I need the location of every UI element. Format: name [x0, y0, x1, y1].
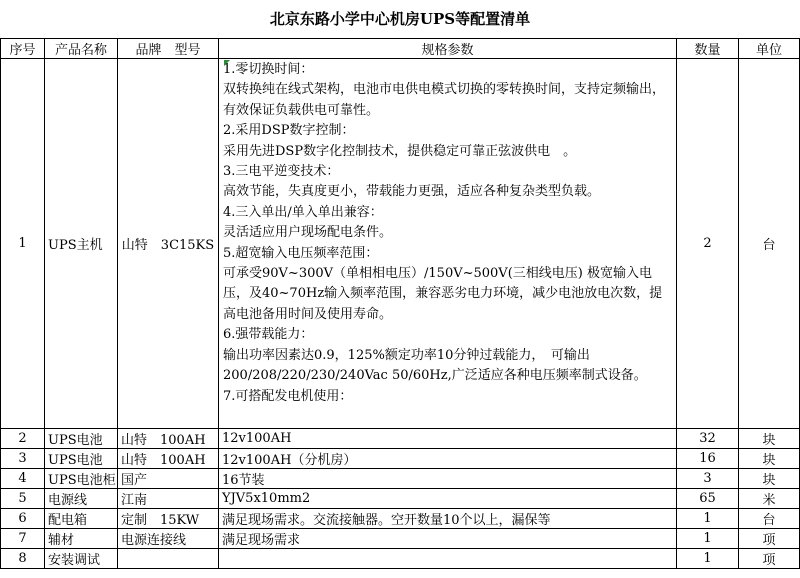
cell-qty[interactable]: 2: [677, 59, 739, 429]
spec-line: 3.三电平逆变技术：: [223, 164, 340, 180]
cell-spec[interactable]: 16节装: [219, 469, 677, 489]
cell-seq[interactable]: 8: [1, 549, 45, 569]
cell-unit[interactable]: 项: [739, 529, 800, 549]
header-qty[interactable]: 数量: [677, 39, 739, 59]
cell-name[interactable]: 配电箱: [45, 509, 118, 529]
spec-line: 灵活适应用户现场配电条件。: [223, 225, 393, 241]
cell-qty[interactable]: 1: [677, 549, 739, 569]
spec-line: 5.超宽输入电压频率范围：: [223, 245, 379, 261]
table-row: [1, 449, 800, 469]
config-table: [0, 38, 800, 569]
cell-seq[interactable]: 5: [1, 489, 45, 509]
cell-unit[interactable]: 块: [739, 449, 800, 469]
cell-brand[interactable]: [118, 549, 219, 569]
table-row: [1, 549, 800, 569]
cell-seq[interactable]: 2: [1, 429, 45, 449]
cell-spec[interactable]: YJV5x10mm2: [219, 489, 677, 509]
spec-line: 双转换纯在线式架构，电池市电供电模式切换的零转换时间，支持定频输出，有效保证负载供电可靠性。: [223, 82, 666, 118]
header-seq[interactable]: 序号: [1, 39, 45, 59]
header-unit[interactable]: 单位: [739, 39, 800, 59]
cell-qty[interactable]: 1: [677, 509, 739, 529]
cell-unit[interactable]: 块: [739, 469, 800, 489]
cell-spec[interactable]: [219, 59, 677, 429]
header-brand[interactable]: 品牌 型号: [118, 39, 219, 59]
cell-name[interactable]: UPS主机: [45, 59, 118, 429]
spec-line: 6.强带载能力：: [223, 327, 314, 343]
sheet-title: 北京东路小学中心机房UPS等配置清单: [269, 10, 531, 28]
cell-brand[interactable]: 山特 100AH: [118, 429, 219, 449]
spec-line: 可承受90V~300V（单相相电压）/150V~500V(三相线电压) 极宽输入电压，及40~70Hz输入频率范围，兼容恶劣电力环境，减少电池放电次数，提高电池备用时间及使用寿命。: [223, 266, 663, 322]
spec-line: 4.三入单出/单入单出兼容：: [223, 204, 383, 220]
spec-line: 输出功率因素达0.9，125%额定功率10分钟过载能力， 可输出200/208/220/230/240Vac 50/60Hz,广泛适应各种电压频率制式设备。: [223, 347, 647, 384]
cell-spec[interactable]: 满足现场需求: [219, 529, 677, 549]
cell-seq[interactable]: 6: [1, 509, 45, 529]
spec-line: 采用先进DSP数字化控制技术，提供稳定可靠正弦波供电 。: [223, 143, 577, 159]
cell-brand[interactable]: 江南: [118, 489, 219, 509]
cell-name[interactable]: 辅材: [45, 529, 118, 549]
cell-seq[interactable]: 7: [1, 529, 45, 549]
header-name[interactable]: 产品名称: [45, 39, 118, 59]
cell-brand[interactable]: 定制 15KW: [118, 509, 219, 529]
cell-name[interactable]: 电源线: [45, 489, 118, 509]
cell-name[interactable]: UPS电池柜: [45, 469, 118, 489]
cell-qty[interactable]: 65: [677, 489, 739, 509]
spec-line: 2.采用DSP数字控制：: [223, 123, 355, 139]
cell-brand[interactable]: 山特 3C15KS: [118, 59, 219, 429]
cell-spec[interactable]: 12v100AH: [219, 429, 677, 449]
spec-line: 7.可搭配发电机使用：: [223, 388, 353, 404]
header-spec[interactable]: 规格参数: [219, 39, 677, 59]
cell-spec[interactable]: 12v100AH（分机房）: [219, 449, 677, 469]
cell-brand[interactable]: 电源连接线: [118, 529, 219, 549]
cell-qty[interactable]: 32: [677, 429, 739, 449]
table-row: [1, 489, 800, 509]
cell-seq[interactable]: 4: [1, 469, 45, 489]
cell-seq[interactable]: 3: [1, 449, 45, 469]
cell-spec[interactable]: [219, 549, 677, 569]
cell-unit[interactable]: 台: [739, 509, 800, 529]
cell-name[interactable]: 安装调试: [45, 549, 118, 569]
cell-unit[interactable]: 块: [739, 429, 800, 449]
cell-name[interactable]: UPS电池: [45, 449, 118, 469]
cell-qty[interactable]: 16: [677, 449, 739, 469]
table-row: [1, 59, 800, 429]
cell-seq[interactable]: 1: [1, 59, 45, 429]
cell-spec[interactable]: 满足现场需求。交流接触器。空开数量10个以上，漏保等: [219, 509, 677, 529]
cell-name[interactable]: UPS电池: [45, 429, 118, 449]
cell-brand[interactable]: 山特 100AH: [118, 449, 219, 469]
spec-line: 1.零切换时间：: [223, 62, 314, 77]
comment-indicator-icon: [224, 60, 230, 66]
spec-line: 高效节能，失真度更小，带载能力更强，适应各种复杂类型负载。: [223, 184, 601, 200]
cell-qty[interactable]: 1: [677, 529, 739, 549]
table-row: [1, 529, 800, 549]
cell-unit[interactable]: 台: [739, 59, 800, 429]
header-row: [1, 39, 800, 59]
cell-unit[interactable]: 米: [739, 489, 800, 509]
table-row: [1, 509, 800, 529]
cell-brand[interactable]: 国产: [118, 469, 219, 489]
cell-unit[interactable]: 项: [739, 549, 800, 569]
table-row: [1, 429, 800, 449]
table-row: [1, 469, 800, 489]
cell-qty[interactable]: 3: [677, 469, 739, 489]
